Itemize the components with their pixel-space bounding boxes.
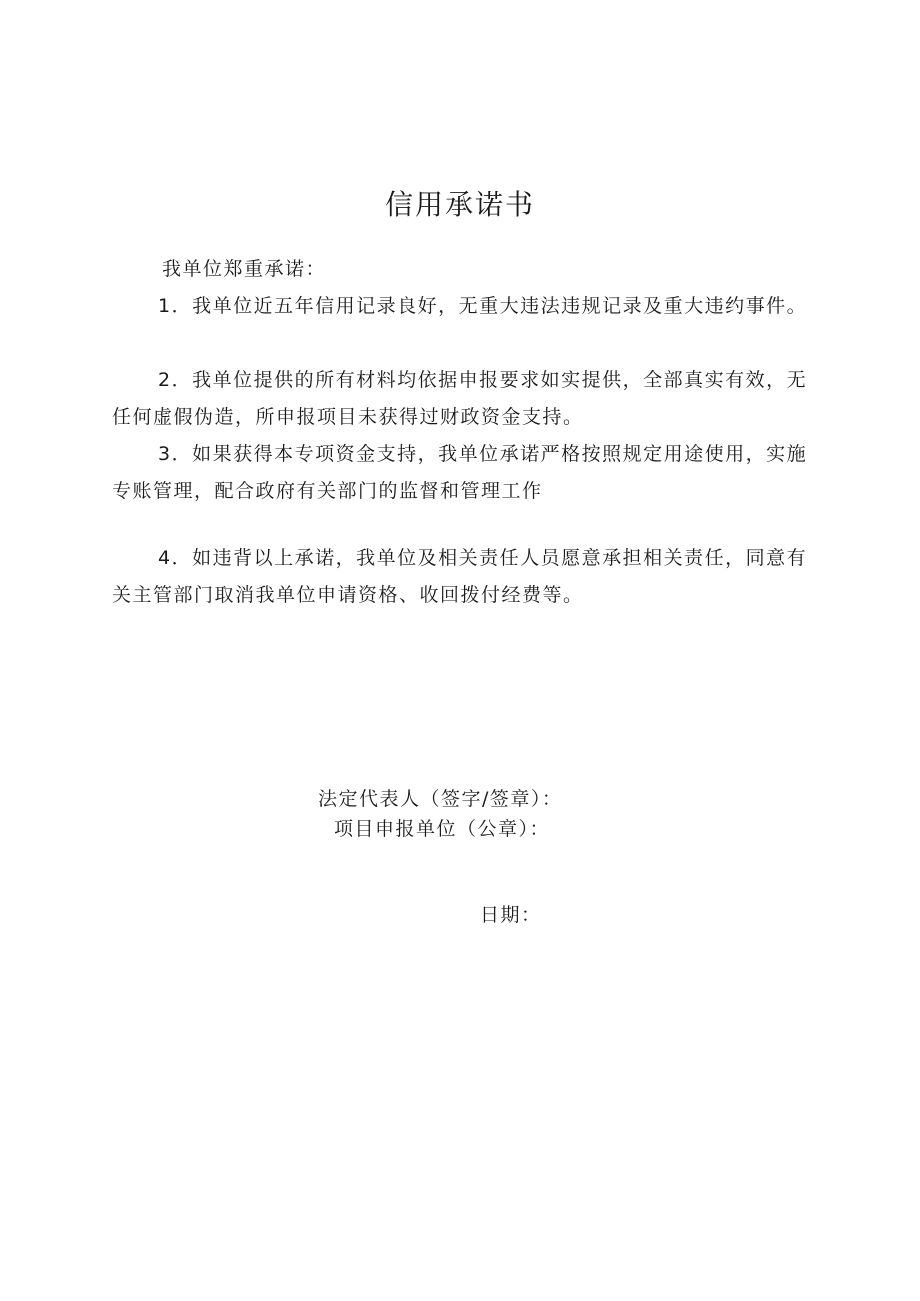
intro-paragraph: 我单位郑重承诺：: [162, 258, 327, 280]
commitment-item-2: 2．我单位提供的所有材料均依据申报要求如实提供，全部真实有效，无任何虚假伪造，所申报项目未获得过财政资金支持。: [112, 369, 808, 428]
page-title: 信用承诺书: [384, 188, 535, 221]
commitment-item-3: 3．如果获得本专项资金支持，我单位承诺严格按照规定用途使用，实施专账管理，配合政府有关部门的监督和管理工作: [112, 443, 808, 502]
legal-representative-signature-line: 法定代表人（签字/签章）：: [318, 788, 563, 810]
applicant-unit-seal-line: 项目申报单位（公章）：: [334, 818, 551, 840]
commitment-item-1: 1．我单位近五年信用记录良好，无重大违法违规记录及重大违约事件。: [158, 295, 808, 317]
commitment-item-4: 4．如违背以上承诺，我单位及相关责任人员愿意承担相关责任，同意有关主管部门取消我单位申请资格、收回拨付经费等。: [112, 547, 808, 606]
date-line: 日期：: [480, 904, 542, 926]
